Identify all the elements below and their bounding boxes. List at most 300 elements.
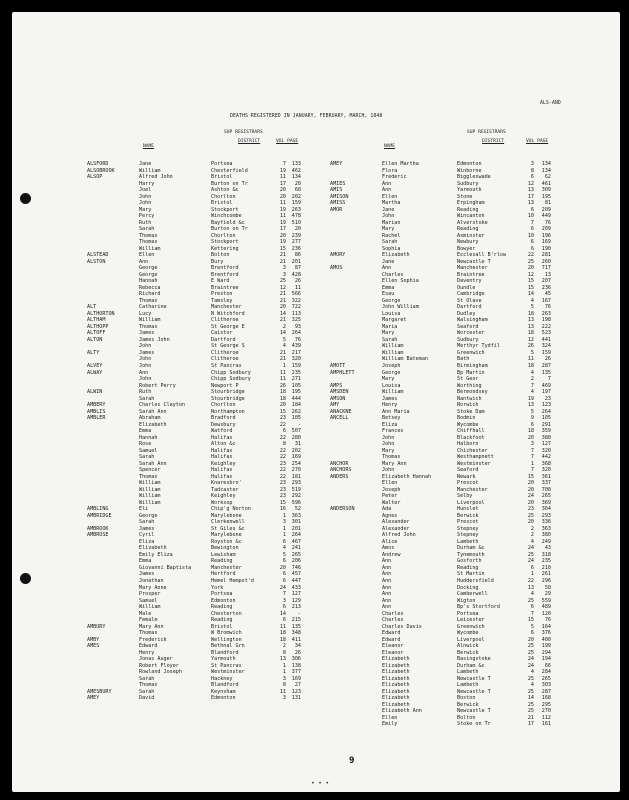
right-volume: 7 — [530, 454, 534, 461]
left-surname: ALSTON — [87, 258, 106, 265]
left-page: 169 — [291, 675, 301, 682]
right-district: St Geor — [457, 376, 479, 383]
left-given-name: Prosper — [139, 591, 161, 598]
left-district: Westminster — [211, 669, 245, 676]
right-volume: 25 — [527, 701, 534, 708]
right-volume: 13 — [527, 323, 534, 330]
right-page: 265 — [541, 675, 551, 682]
right-given-name: Charles Davis — [382, 623, 422, 630]
right-page: 337 — [541, 480, 551, 487]
left-district: Bethnal Grn — [211, 643, 245, 650]
right-given-name: George — [382, 297, 401, 304]
left-page: 215 — [291, 617, 301, 624]
left-district: Brentford — [211, 271, 239, 278]
right-district: Alnwick — [457, 643, 479, 650]
right-given-name: Mary — [382, 447, 395, 454]
left-volume: 21 — [279, 297, 286, 304]
right-district: Stone — [457, 193, 473, 200]
right-district: Bodmin — [457, 415, 476, 422]
left-district: Hemel Hempst'd — [211, 578, 254, 584]
right-page: 127 — [541, 441, 551, 448]
left-page: 254 — [291, 460, 301, 467]
left-surname: AMBLING — [87, 506, 109, 513]
left-page: 123 — [291, 688, 301, 695]
left-given-name: Spencer — [139, 467, 161, 474]
right-given-name: Andrew — [382, 551, 401, 558]
left-page: 433 — [291, 584, 301, 591]
right-given-name: Henry — [382, 402, 398, 409]
right-district: Merthyr Tydfil — [457, 343, 500, 350]
left-volume: 14 — [279, 610, 286, 617]
right-volume: 13 — [527, 584, 534, 591]
right-volume: 12 — [527, 180, 534, 187]
right-page: 364 — [541, 506, 551, 513]
left-district: St Pancras — [211, 662, 242, 669]
left-surname: AMEY — [87, 695, 100, 702]
right-district: Erpingham — [457, 200, 485, 207]
right-district: Birmingham — [457, 362, 488, 369]
right-volume: 2 — [530, 376, 534, 383]
left-page: 26 — [294, 278, 301, 285]
right-volume: 4 — [530, 297, 534, 304]
right-district: Boston — [457, 695, 476, 702]
right-given-name: John — [382, 441, 395, 448]
right-volume: 10 — [527, 232, 534, 239]
right-district: Huddersfield — [457, 578, 494, 584]
left-given-name: Jane — [139, 161, 152, 167]
right-given-name: Frederic — [382, 174, 407, 181]
right-page: 449 — [541, 213, 551, 220]
right-page: 13 — [544, 271, 551, 278]
left-given-name: Richard — [139, 291, 161, 298]
left-given-name: Samuel — [139, 447, 158, 454]
right-district: Gosforth — [457, 558, 482, 565]
right-district: Berwick — [457, 649, 479, 656]
right-given-name: Jane — [382, 206, 395, 213]
left-district: Alton &c — [211, 441, 236, 448]
right-page: 523 — [541, 330, 551, 337]
right-page: 363 — [541, 525, 551, 532]
left-district: Braintree — [211, 284, 239, 291]
right-given-name: George — [382, 369, 401, 376]
right-given-name: Esau — [382, 291, 395, 298]
right-page: 318 — [541, 551, 551, 558]
left-district: Bristol — [211, 174, 233, 181]
right-surname: AMISS — [330, 200, 346, 207]
left-district: Tamsley — [211, 297, 233, 304]
right-given-name: James — [382, 395, 398, 402]
right-page: 66 — [544, 662, 551, 669]
left-given-name: Elizabeth — [139, 421, 167, 428]
right-given-name: Margaret — [382, 317, 407, 324]
right-volume: 4 — [530, 669, 534, 676]
right-page: 159 — [541, 349, 551, 356]
right-page: 134 — [541, 161, 551, 167]
left-page: 596 — [291, 499, 301, 506]
right-given-name: Elizabeth Ann — [382, 708, 422, 715]
left-district: Clerkenwell — [211, 519, 245, 526]
right-given-name: Alexander — [382, 519, 410, 526]
right-volume: 25 — [527, 258, 534, 265]
left-volume: 16 — [279, 506, 286, 513]
right-page: 284 — [541, 669, 551, 676]
right-given-name: Emily — [382, 721, 398, 728]
left-district: Reading — [211, 558, 233, 565]
right-page: 320 — [541, 447, 551, 454]
right-page: 442 — [541, 454, 551, 461]
right-page: 489 — [541, 604, 551, 611]
left-volume: 18 — [279, 630, 286, 637]
right-page: 199 — [541, 643, 551, 650]
left-page: 478 — [291, 213, 301, 220]
right-given-name: Elizabeth — [382, 662, 410, 669]
right-volume: 19 — [527, 395, 534, 402]
right-page: 134 — [541, 167, 551, 174]
left-district: Winchcombe — [211, 213, 242, 220]
right-given-name: Flora — [382, 167, 398, 174]
left-given-name: Sarah — [139, 395, 155, 402]
left-district: Bristol — [211, 623, 233, 630]
right-district: Bp Martin — [457, 369, 485, 376]
left-volume: 2 — [282, 643, 286, 650]
left-given-name: Mary Anne — [139, 584, 167, 591]
left-page: 241 — [291, 545, 301, 552]
left-district: Reading — [211, 604, 233, 611]
right-volume: 5 — [530, 349, 534, 356]
right-given-name: Charles — [382, 617, 404, 624]
left-page: 264 — [291, 532, 301, 539]
right-given-name: Ann — [382, 564, 392, 571]
right-page: 76 — [544, 617, 551, 624]
right-given-name: Ellen Martha — [382, 161, 419, 167]
right-given-name: Walter — [382, 499, 401, 506]
right-district: Leicester — [457, 617, 485, 624]
left-page: 202 — [291, 193, 301, 200]
right-page: 26 — [544, 356, 551, 363]
right-district: Camberwell — [457, 591, 488, 598]
left-given-name: Ruth — [139, 219, 152, 226]
right-page: 303 — [541, 682, 551, 689]
right-given-name: Edward — [382, 636, 401, 643]
left-given-name: Ann — [139, 258, 149, 265]
left-page: 184 — [291, 402, 301, 409]
right-surname: ANDERSON — [330, 506, 355, 513]
right-page: 294 — [541, 649, 551, 656]
left-district: Dartford — [211, 336, 236, 343]
left-page: 27 — [294, 682, 301, 689]
right-district: Seaford — [457, 467, 479, 474]
right-district: Newcastle T — [457, 688, 491, 695]
left-district: Blandford — [211, 682, 239, 689]
right-district: Blackfoot — [457, 434, 485, 441]
right-page: 380 — [541, 434, 551, 441]
left-page: 159 — [291, 362, 301, 369]
right-district: Tynemouth — [457, 551, 485, 558]
left-volume: 20 — [279, 304, 286, 311]
left-given-name: Jonas Auger — [139, 656, 173, 663]
right-volume: 14 — [527, 291, 534, 298]
left-district: Clitheroe — [211, 317, 239, 324]
left-page: 239 — [291, 232, 301, 239]
left-given-name: Rowland Joseph — [139, 669, 182, 676]
left-volume: 22 — [279, 467, 286, 474]
right-page: 207 — [541, 278, 551, 285]
right-given-name: Joseph — [382, 362, 401, 369]
left-given-name: Harry — [139, 180, 155, 187]
col-header-vol-page-right: VOL PAGE — [526, 139, 549, 144]
right-surname: AMY — [330, 402, 340, 409]
right-district: Liverpool — [457, 499, 485, 506]
right-volume: 20 — [527, 434, 534, 441]
left-given-name: Sarah — [139, 688, 155, 695]
right-given-name: Ann — [382, 578, 392, 584]
left-district: Caistor — [211, 330, 233, 337]
right-district: Stoke on Tr — [457, 721, 491, 728]
left-page: 181 — [291, 473, 301, 480]
left-given-name: William — [139, 480, 161, 487]
right-volume: 4 — [530, 682, 534, 689]
right-volume: 17 — [527, 721, 534, 728]
left-volume: 4 — [282, 545, 286, 552]
right-volume: 7 — [530, 610, 534, 617]
left-volume: 6 — [282, 571, 286, 578]
left-given-name: Elizabeth — [139, 545, 167, 552]
left-volume: 22 — [279, 447, 286, 454]
right-given-name: Maria — [382, 323, 398, 330]
left-volume: 26 — [279, 382, 286, 389]
right-page: 222 — [541, 323, 551, 330]
left-district: Manchester — [211, 564, 242, 571]
right-page: 295 — [541, 701, 551, 708]
col-header-name-left: NAME — [143, 144, 155, 149]
right-volume: 13 — [527, 317, 534, 324]
right-volume: 7 — [530, 447, 534, 454]
left-given-name: Cyril — [139, 532, 155, 539]
right-volume: 1 — [530, 460, 534, 467]
right-page: 376 — [541, 630, 551, 637]
right-district: Prescot — [457, 480, 479, 487]
left-volume: 11 — [279, 213, 286, 220]
right-district: Berwick — [457, 701, 479, 708]
right-page: 236 — [541, 284, 551, 291]
right-district: Portsea — [457, 610, 479, 617]
left-page: 265 — [291, 551, 301, 558]
left-volume: 15 — [279, 408, 286, 415]
right-volume: 25 — [527, 643, 534, 650]
left-given-name: Eliza — [139, 538, 155, 545]
left-district: Blandford — [211, 649, 239, 656]
register-entries — [12, 161, 620, 728]
right-page: 235 — [541, 558, 551, 565]
right-page: 461 — [541, 180, 551, 187]
right-page: 261 — [541, 571, 551, 578]
right-given-name: Joseph — [382, 486, 401, 493]
right-district: Bp's Stortford — [457, 604, 500, 611]
left-volume: 23 — [279, 480, 286, 487]
left-given-name: Robert Perry — [139, 382, 176, 389]
right-volume: 24 — [527, 493, 534, 500]
right-given-name: Edward — [382, 630, 401, 637]
right-given-name: Ann — [382, 597, 392, 604]
right-volume: 4 — [530, 591, 534, 598]
left-volume: 5 — [282, 336, 286, 343]
right-volume: 12 — [527, 271, 534, 278]
left-page: 507 — [291, 428, 301, 435]
left-given-name: Sarah — [139, 675, 155, 682]
left-district: Reading — [211, 617, 233, 624]
left-surname: AMBROOK — [87, 525, 109, 532]
right-page: 265 — [541, 493, 551, 500]
left-volume: 20 — [279, 232, 286, 239]
left-volume: 17 — [279, 226, 286, 233]
left-page: - — [297, 421, 301, 428]
left-district: Bolton — [211, 252, 230, 259]
left-given-name: Thomas — [139, 297, 158, 304]
right-given-name: Ellen — [382, 714, 398, 721]
right-given-name: Elizabeth — [382, 675, 410, 682]
right-given-name: Ann — [382, 265, 392, 272]
right-district: Newcastle T — [457, 708, 491, 715]
page-title: DEATHS REGISTERED IN JANUARY, FEBRUARY, MARCH, 1848 — [230, 114, 383, 119]
left-page: 235 — [291, 369, 301, 376]
right-volume: 22 — [527, 578, 534, 584]
left-given-name: Mary — [139, 206, 152, 213]
left-given-name: Male — [139, 610, 152, 617]
left-volume: 1 — [282, 669, 286, 676]
left-district: Dewsbury — [211, 421, 236, 428]
left-district: St Giles &c — [211, 525, 245, 532]
right-page: 296 — [541, 578, 551, 584]
right-page: 260 — [541, 258, 551, 265]
left-page: 60 — [294, 187, 301, 194]
right-given-name: William — [382, 349, 404, 356]
left-district: Keighley — [211, 493, 236, 500]
right-page: 62 — [544, 174, 551, 181]
page-range: ALS-AND — [540, 101, 561, 106]
right-surname: AMOS — [330, 265, 343, 272]
right-volume: 9 — [530, 415, 534, 422]
right-district: Braintree — [457, 271, 485, 278]
left-district: Chesterton — [211, 610, 242, 617]
left-page: 76 — [294, 336, 301, 343]
right-district: Daventry — [457, 278, 482, 285]
right-district: Bath — [457, 356, 470, 363]
right-given-name: Ada — [382, 506, 392, 513]
left-district: Stockport — [211, 206, 239, 213]
left-page: - — [297, 610, 301, 617]
left-page: 467 — [291, 538, 301, 545]
right-given-name: Frances — [382, 428, 404, 435]
right-page: 164 — [541, 623, 551, 630]
left-volume: 11 — [279, 623, 286, 630]
right-given-name: Alice — [382, 538, 398, 545]
left-given-name: John — [139, 343, 152, 350]
left-surname: AMBROSE — [87, 532, 109, 539]
left-given-name: James — [139, 571, 155, 578]
right-volume: 4 — [530, 538, 534, 545]
right-district: Newcastle T — [457, 258, 491, 265]
left-district: Halifax — [211, 454, 233, 461]
right-given-name: Jane — [382, 258, 395, 265]
right-given-name: Charles — [382, 271, 404, 278]
right-volume: 3 — [530, 441, 534, 448]
left-given-name: Abraham — [139, 415, 161, 422]
right-given-name: Ann — [382, 558, 392, 565]
right-page: 469 — [541, 382, 551, 389]
left-given-name: James — [139, 349, 155, 356]
left-given-name: Emma — [139, 558, 152, 565]
left-surname: AMBY — [87, 636, 100, 643]
left-volume: 20 — [279, 193, 286, 200]
right-district: Westminster — [457, 460, 491, 467]
right-page: 270 — [541, 708, 551, 715]
right-volume: 15 — [527, 473, 534, 480]
left-page: 280 — [291, 434, 301, 441]
right-district: Biggleswade — [457, 174, 491, 181]
left-district: Bury — [211, 258, 224, 265]
left-surname: ALTHAM — [87, 317, 106, 324]
right-district: Ecclesall B'rlow — [457, 252, 507, 259]
left-page: 363 — [291, 512, 301, 519]
left-volume: 5 — [282, 551, 286, 558]
left-volume: 8 — [282, 682, 286, 689]
right-page: 105 — [541, 415, 551, 422]
left-volume: 19 — [279, 239, 286, 246]
left-page: 138 — [291, 662, 301, 669]
right-page: 197 — [541, 389, 551, 396]
left-volume: 11 — [279, 200, 286, 207]
left-district: Hertford — [211, 571, 236, 578]
right-volume: 20 — [527, 636, 534, 643]
right-district: Chiffhall — [457, 428, 485, 435]
left-district: Marylebone — [211, 532, 242, 539]
right-volume: 13 — [527, 187, 534, 194]
right-district: Chichester — [457, 447, 488, 454]
left-surname: AMBRIDGE — [87, 512, 112, 519]
left-given-name: Lucy — [139, 310, 152, 317]
left-given-name: Hannah — [139, 278, 158, 285]
left-page: 169 — [291, 454, 301, 461]
right-volume: 12 — [527, 336, 534, 343]
left-volume: 21 — [279, 317, 286, 324]
right-page: 198 — [541, 317, 551, 324]
right-given-name: Charles — [382, 610, 404, 617]
right-page: 209 — [541, 206, 551, 213]
left-volume: 6 — [282, 604, 286, 611]
right-page: 249 — [541, 538, 551, 545]
right-district: Durham &c — [457, 545, 485, 552]
left-volume: 1 — [282, 362, 286, 369]
right-district: Westhampnett — [457, 454, 494, 461]
right-district: Newcastle T — [457, 675, 491, 682]
right-volume: 4 — [530, 369, 534, 376]
left-volume: 18 — [279, 395, 286, 402]
left-volume: 17 — [279, 180, 286, 187]
right-given-name: Elizabeth — [382, 669, 410, 676]
right-district: Worcester — [457, 330, 485, 337]
right-district: Stepney — [457, 525, 479, 532]
right-volume: 6 — [530, 604, 534, 611]
left-surname: ALSOP — [87, 174, 103, 181]
left-volume: 11 — [279, 688, 286, 695]
left-given-name: Alfred John — [139, 174, 173, 181]
left-district: Chorlton — [211, 193, 236, 200]
right-page: 264 — [541, 408, 551, 415]
right-volume: 24 — [527, 545, 534, 552]
left-page: 20 — [294, 226, 301, 233]
left-volume: 8 — [282, 441, 286, 448]
right-given-name: Ann — [382, 187, 392, 194]
